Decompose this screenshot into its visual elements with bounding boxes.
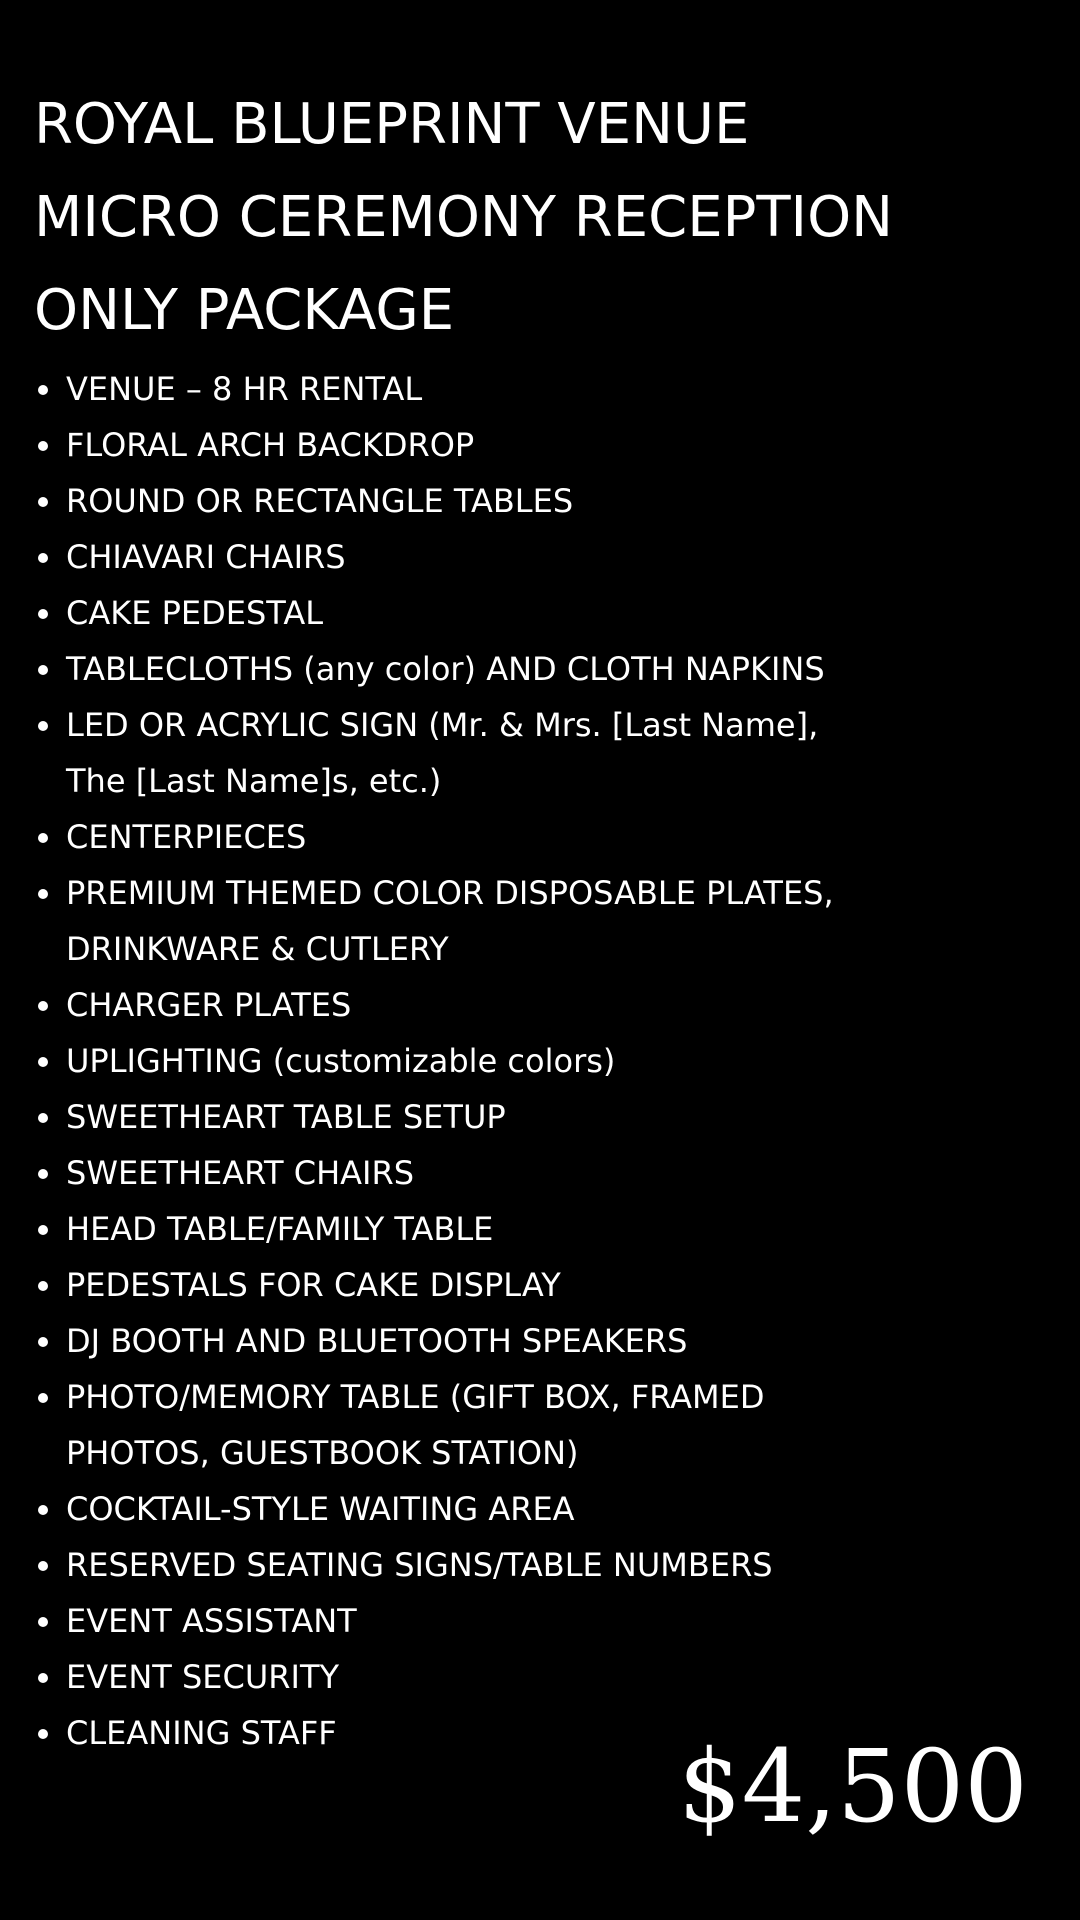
list-item: [66, 1369, 1026, 1481]
list-item-text: ROUND OR RECTANGLE TABLES: [66, 482, 574, 520]
list-item-text: EVENT SECURITY: [66, 1658, 340, 1696]
list-item-text: DJ BOOTH AND BLUETOOTH SPEAKERS: [66, 1322, 688, 1360]
package-title-line-1: ROYAL BLUEPRINT VENUE: [34, 92, 750, 157]
list-item: [66, 1257, 1026, 1313]
list-item-text: UPLIGHTING (customizable colors): [66, 1042, 616, 1080]
list-item: [66, 1481, 1026, 1537]
list-item-text: PEDESTALS FOR CAKE DISPLAY: [66, 1266, 561, 1304]
list-item: [66, 977, 1026, 1033]
list-item-text-continued: The [Last Name]s, etc.): [66, 762, 442, 800]
list-item-text: CHIAVARI CHAIRS: [66, 538, 346, 576]
list-item-text: VENUE – 8 HR RENTAL: [66, 370, 423, 408]
list-item-text: SWEETHEART CHAIRS: [66, 1154, 415, 1192]
list-item-text: CLEANING STAFF: [66, 1714, 337, 1752]
list-item: [66, 1313, 1026, 1369]
list-item: [66, 1649, 1026, 1705]
list-item-text: CENTERPIECES: [66, 818, 307, 856]
list-item-text: COCKTAIL-STYLE WAITING AREA: [66, 1490, 575, 1528]
package-title-line-2: MICRO CEREMONY RECEPTION: [34, 185, 894, 250]
list-item: [66, 865, 1026, 977]
list-item: [66, 529, 1026, 585]
list-item: [66, 1145, 1026, 1201]
list-item-text: CAKE PEDESTAL: [66, 594, 324, 632]
list-item: [66, 585, 1026, 641]
list-item-text-continued: PHOTOS, GUESTBOOK STATION): [66, 1434, 579, 1472]
list-item: [66, 809, 1026, 865]
list-item-text: HEAD TABLE/FAMILY TABLE: [66, 1210, 494, 1248]
list-item: [66, 641, 1026, 697]
list-item: [66, 361, 1026, 417]
package-price: $4,500: [678, 1728, 1028, 1845]
list-item: [66, 417, 1026, 473]
list-item-text: TABLECLOTHS (any color) AND CLOTH NAPKINS: [66, 650, 825, 688]
list-item-text: PHOTO/MEMORY TABLE (GIFT BOX, FRAMED: [66, 1378, 765, 1416]
list-item-text: LED OR ACRYLIC SIGN (Mr. & Mrs. [Last Name],: [66, 706, 819, 744]
list-item: [66, 473, 1026, 529]
list-item: [66, 1201, 1026, 1257]
package-inclusions-list: [66, 361, 1026, 1761]
list-item-text-continued: DRINKWARE & CUTLERY: [66, 930, 449, 968]
list-item: [66, 1089, 1026, 1145]
list-item-text: RESERVED SEATING SIGNS/TABLE NUMBERS: [66, 1546, 773, 1584]
list-item-text: PREMIUM THEMED COLOR DISPOSABLE PLATES,: [66, 874, 834, 912]
list-item-text: SWEETHEART TABLE SETUP: [66, 1098, 506, 1136]
list-item: [66, 1537, 1026, 1593]
package-title-line-3: ONLY PACKAGE: [34, 278, 455, 343]
list-item-text: CHARGER PLATES: [66, 986, 352, 1024]
package-title: [34, 78, 1054, 357]
list-item: [66, 1033, 1026, 1089]
list-item-text: FLORAL ARCH BACKDROP: [66, 426, 475, 464]
list-item: [66, 697, 1026, 809]
list-item-text: EVENT ASSISTANT: [66, 1602, 357, 1640]
list-item: [66, 1593, 1026, 1649]
